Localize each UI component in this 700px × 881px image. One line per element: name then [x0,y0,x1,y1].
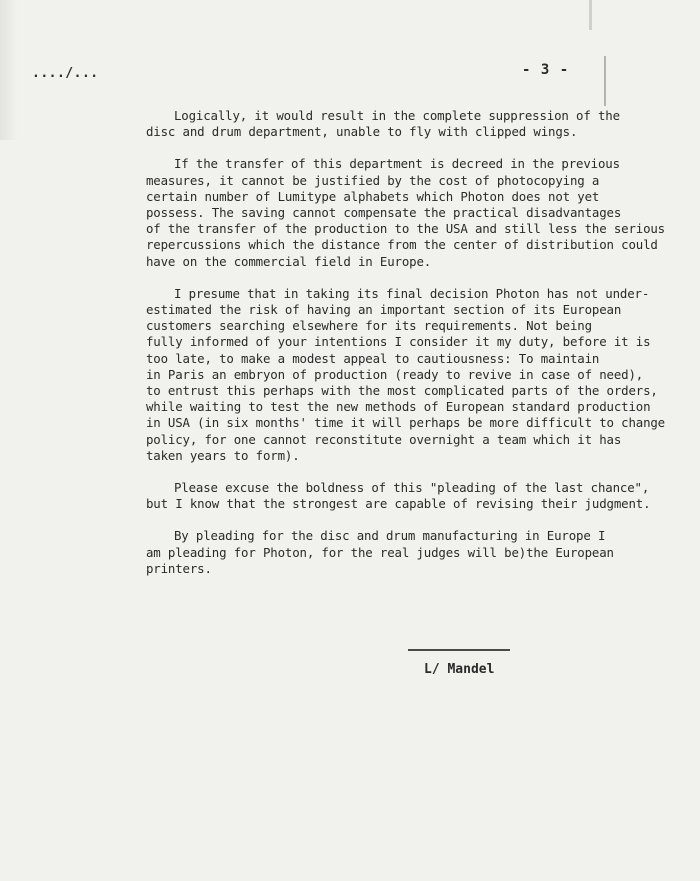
paragraph-line: taken years to form). [146,447,300,463]
paragraph [146,285,665,464]
paragraph-line: disc and drum department, unable to fly with clipped wings. [146,124,578,140]
paragraph-line: am pleading for Photon, for the real judges will be)the European [146,544,614,560]
paragraph-line: to entrust this perhaps with the most complicated parts of the orders, [146,383,658,399]
paragraph-line: certain number of Lumitype alphabets which Photon does not yet [146,188,600,204]
paragraph-line: have on the commercial field in Europe. [146,253,432,269]
paragraph-line: of the transfer of the production to the USA and still less the serious [146,221,665,237]
paragraph-line: but I know that the strongest are capable of revising their judgment. [146,496,651,512]
paragraph-line: estimated the risk of having an important section of its European [146,302,622,318]
paragraph-line: customers searching elsewhere for its requirements. Not being [146,318,592,334]
paragraph-line: possess. The saving cannot compensate the practical disadvantages [146,205,622,221]
paragraph-line: Logically, it would result in the complete suppression of the [174,108,620,123]
continuation-mark: ..../... [32,66,99,81]
paragraph-line: in USA (in six months' time it will perhaps be more difficult to change [146,415,665,431]
paragraph-line: measures, it cannot be justified by the cost of photocopying a [146,172,600,188]
scan-edge-shadow [0,0,18,140]
paragraph-line: too late, to make a modest appeal to cautiousness: To maintain [146,350,600,366]
paragraph-line: printers. [146,560,212,576]
paragraph [146,108,646,140]
signature-name: L/ Mandel [424,662,495,677]
paragraph-line: fully informed of your intentions I consider it my duty, before it is [146,334,651,350]
paragraph-line: while waiting to test the new methods of European standard production [146,399,651,415]
paragraph-line: policy, for one cannot reconstitute overnight a team which it has [146,431,622,447]
paragraph-line: I presume that in taking its final decision Photon has not under- [174,285,650,301]
signature-rule [408,649,510,651]
scan-mark-right [604,56,606,106]
paragraph-line: If the transfer of this department is decreed in the previous [174,156,620,172]
letter-body [146,108,665,593]
paragraph-line: repercussions which the distance from the center of distribution could [146,237,658,253]
paragraph-line: in Paris an embryon of production (ready to revive in case of need), [146,366,644,382]
paragraph [146,156,665,269]
paragraph-line: By pleading for the disc and drum manufacturing in Europe I [174,528,606,544]
scan-mark-top [589,0,592,30]
page-number: - 3 - [522,62,570,78]
paragraph-line: Please excuse the boldness of this "pleading of the last chance", [174,480,650,496]
paragraph [146,480,651,512]
paragraph [146,528,646,577]
